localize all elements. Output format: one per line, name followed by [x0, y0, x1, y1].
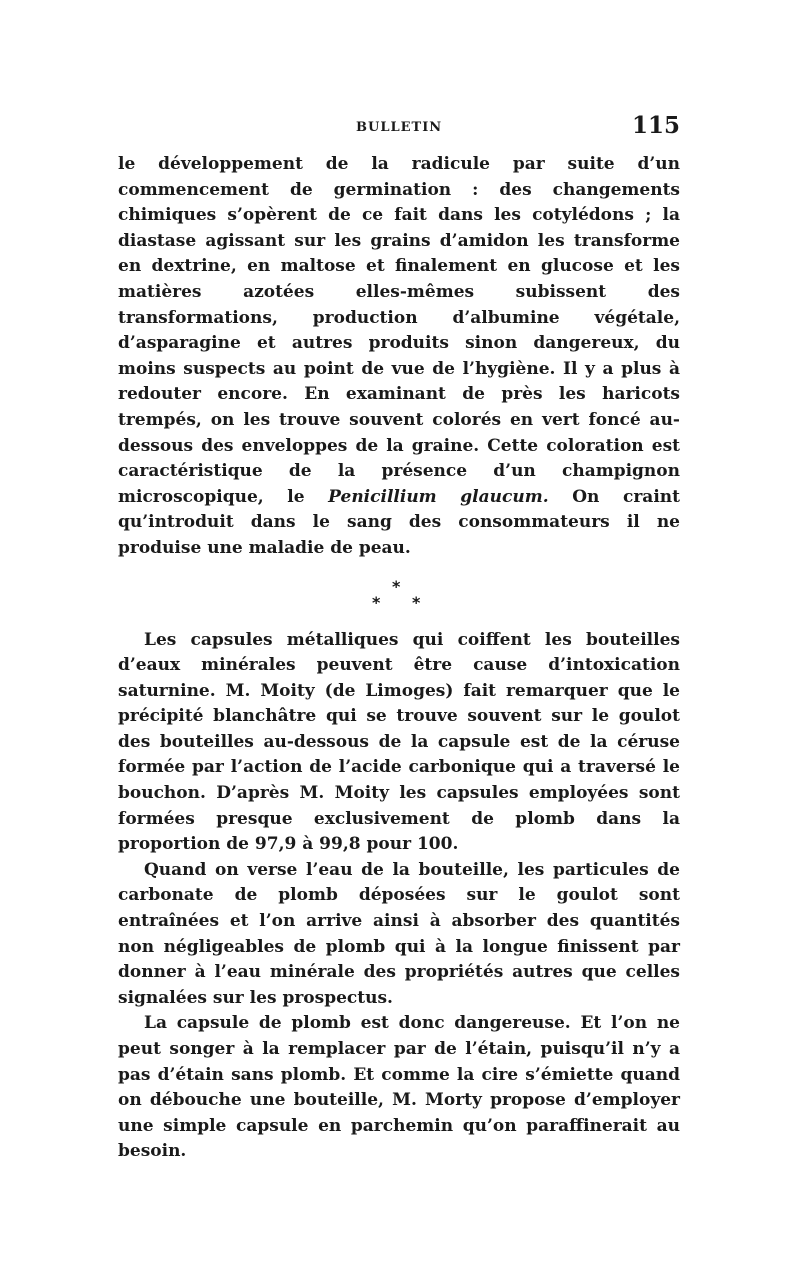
section-asterism [118, 568, 680, 628]
paragraph-1-start: le développement de la radicule par suite d’un commencement de germination : des changements chimiques s’opèrent de ce fait dans les cotylédons ; la diastase agissant sur les grains d’amidon les transforme en dextrine, en maltose et finalement en glucose et les matières azotées elles-mêmes subissent des transformations, production d’albumine végétale, d’asparagine et autres produits sinon dangereux, du moins suspects au point de vue de l’hygiène. Il y a plus à redouter encore. En examinant de près les haricots trempés, on les trouve souvent colorés en vert foncé au-dessous des enveloppes de la graine. Cette coloration est caractéristique de la présence d’un champignon microscopique, le [118, 154, 680, 507]
paragraph-capsules: Les capsules métalliques qui coiffent les bouteilles d’eaux minérales peuvent être cause d’intoxication saturnine. M. Moity (de Limoges) fait remarquer que le précipité blanchâtre qui se trouve souvent sur le goulot des bouteilles au-dessous de la capsule est de la céruse formée par l’action de l’acide carbonique qui a traversé le bouchon. D’après M. Moity les capsules employées sont formées presque exclusivement de plomb dans la proportion de 97,9 à 99,8 pour 100. [118, 629, 680, 855]
page-number: 115 [631, 112, 680, 139]
paragraph-conclusion: La capsule de plomb est donc dangereuse. Et l’on ne peut songer à la remplacer par de l’étain, puisqu’il n’y a pas d’étain sans plomb. Et comme la cire s’émiette quand on débouche une bouteille, M. Morty propose d’employer une simple capsule en parchemin qu’on paraffinerait au besoin. [118, 1013, 680, 1162]
running-head [118, 112, 680, 142]
asterisk-right: * [412, 592, 421, 612]
asterisk-top: * [392, 576, 401, 596]
paragraph-1-end: On craint qu’introduit dans le sang des consommateurs il ne produise une maladie de peau. [118, 486, 680, 558]
asterisk-left: * [372, 592, 381, 612]
body-text [118, 152, 680, 1165]
paragraph-carbonate: Quand on verse l’eau de la bouteille, les particules de carbonate de plomb déposées sur le goulot sont entraînées et l’on arrive ainsi à absorber des quantités non négligeables de plomb qui à la longue finissent par donner à l’eau minérale des propriétés autres que celles signalées sur les prospectus. [118, 859, 680, 1008]
paragraph-continued [118, 152, 680, 562]
species-name: Penicillium glaucum. [328, 486, 549, 507]
running-title: BULLETIN [356, 120, 443, 135]
